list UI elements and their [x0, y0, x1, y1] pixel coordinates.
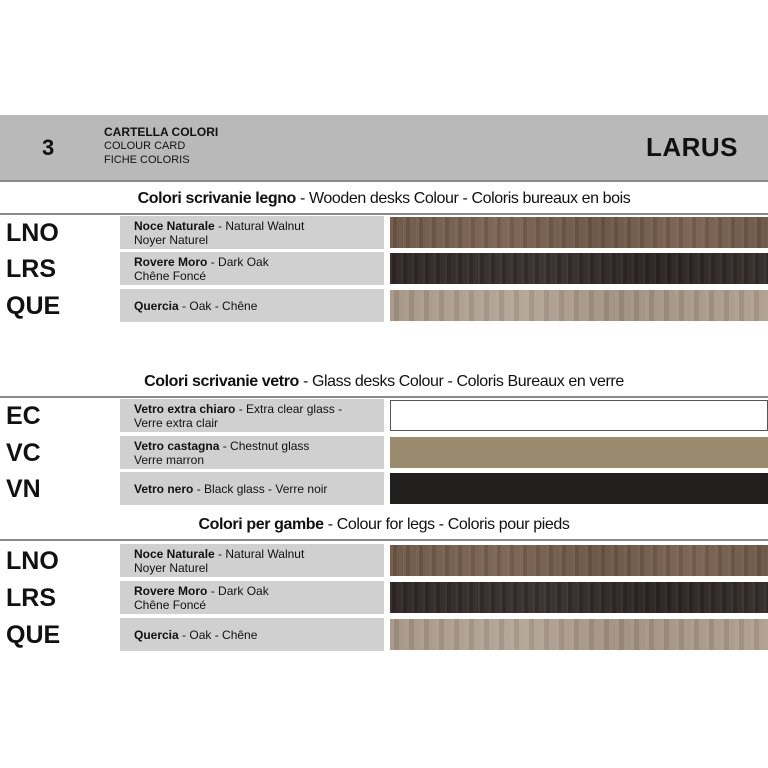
header-bar	[0, 115, 768, 182]
swatch-chestnut-glass	[390, 437, 768, 468]
color-name: Vetro extra chiaro	[134, 402, 236, 416]
header-line-en: COLOUR CARD	[104, 140, 186, 152]
color-name-line2: Noyer Naturel	[134, 561, 209, 575]
color-name: Vetro castagna	[134, 439, 220, 453]
page-number: 3	[42, 135, 55, 160]
color-code: LNO	[6, 547, 59, 575]
color-row	[0, 472, 768, 505]
color-name: Noce Naturale	[134, 547, 215, 561]
color-row	[0, 618, 768, 651]
header-line-it: CARTELLA COLORI	[104, 125, 219, 139]
code-cell	[0, 289, 120, 322]
section-divider	[0, 213, 768, 215]
color-code: VN	[6, 475, 41, 503]
color-name-line2: Chêne Foncé	[134, 598, 207, 612]
color-name: Quercia	[134, 299, 179, 313]
section-title-rest: - Colour for legs - Coloris pour pieds	[323, 516, 570, 533]
color-description	[134, 482, 327, 496]
description-cell	[120, 544, 384, 577]
color-name-line2: Noyer Naturel	[134, 233, 209, 247]
color-row	[0, 252, 768, 285]
description-cell	[120, 289, 384, 322]
color-row	[0, 544, 768, 577]
description-cell	[120, 216, 384, 249]
color-name-translation: - Extra clear glass -	[235, 402, 343, 416]
color-name-translation: - Oak - Chêne	[178, 299, 258, 313]
color-name-translation: - Dark Oak	[207, 584, 269, 598]
swatch-oak	[390, 290, 768, 321]
section-title-wooden-desks	[0, 189, 768, 209]
description-cell	[120, 399, 384, 432]
swatch-oak	[390, 619, 768, 650]
color-description	[134, 219, 304, 247]
color-code: LRS	[6, 584, 56, 612]
color-description	[134, 439, 309, 467]
color-description	[134, 547, 304, 575]
color-name-translation: - Oak - Chêne	[178, 628, 258, 642]
section-title-legs	[0, 515, 768, 535]
color-row	[0, 399, 768, 432]
color-name: Rovere Moro	[134, 255, 208, 269]
color-name-translation: - Natural Walnut	[214, 219, 305, 233]
description-cell	[120, 252, 384, 285]
code-cell	[0, 581, 120, 614]
color-description	[134, 255, 269, 283]
color-code: QUE	[6, 621, 61, 649]
description-cell	[120, 581, 384, 614]
color-code: EC	[6, 402, 41, 430]
section-title-bold: Colori scrivanie legno	[137, 190, 296, 207]
code-cell	[0, 544, 120, 577]
color-name: Vetro nero	[134, 482, 194, 496]
color-name: Rovere Moro	[134, 584, 208, 598]
color-name: Noce Naturale	[134, 219, 215, 233]
brand-title: LARUS	[645, 132, 738, 162]
section-divider	[0, 539, 768, 541]
section-divider	[0, 396, 768, 398]
color-description	[134, 628, 257, 642]
color-row	[0, 289, 768, 322]
description-cell	[120, 472, 384, 505]
code-cell	[0, 216, 120, 249]
color-description	[134, 584, 269, 612]
color-name-translation: - Dark Oak	[207, 255, 269, 269]
color-name-line2: Verre marron	[134, 453, 205, 467]
color-name-translation: - Natural Walnut	[214, 547, 305, 561]
section-title-rest: - Glass desks Colour - Coloris Bureaux en verre	[298, 373, 624, 390]
section-title-glass-desks	[0, 372, 768, 392]
color-name-line2: Verre extra clair	[134, 416, 219, 430]
swatch-black-glass	[390, 473, 768, 504]
swatch-dark-oak	[390, 253, 768, 284]
section-title-bold: Colori scrivanie vetro	[144, 373, 299, 390]
description-cell	[120, 436, 384, 469]
code-cell	[0, 472, 120, 505]
swatch-walnut	[390, 217, 768, 248]
color-code: LNO	[6, 219, 59, 247]
color-row	[0, 216, 768, 249]
color-name-translation: - Black glass - Verre noir	[193, 482, 328, 496]
color-description	[134, 402, 342, 430]
section-title-bold: Colori per gambe	[198, 516, 324, 533]
description-cell	[120, 618, 384, 651]
section-title-rest: - Wooden desks Colour - Coloris bureaux en bois	[295, 190, 631, 207]
color-name-translation: - Chestnut glass	[219, 439, 310, 453]
color-code: VC	[6, 439, 41, 467]
code-cell	[0, 436, 120, 469]
swatch-dark-oak	[390, 582, 768, 613]
code-cell	[0, 618, 120, 651]
color-row	[0, 436, 768, 469]
color-row	[0, 581, 768, 614]
code-cell	[0, 399, 120, 432]
color-code: LRS	[6, 255, 56, 283]
color-name-line2: Chêne Foncé	[134, 269, 207, 283]
color-name: Quercia	[134, 628, 179, 642]
color-code: QUE	[6, 292, 61, 320]
header-subtitle	[104, 125, 218, 167]
swatch-extra-clear-glass	[390, 400, 768, 431]
swatch-walnut	[390, 545, 768, 576]
color-description	[134, 299, 257, 313]
code-cell	[0, 252, 120, 285]
header-line-fr: FICHE COLORIS	[104, 154, 190, 166]
